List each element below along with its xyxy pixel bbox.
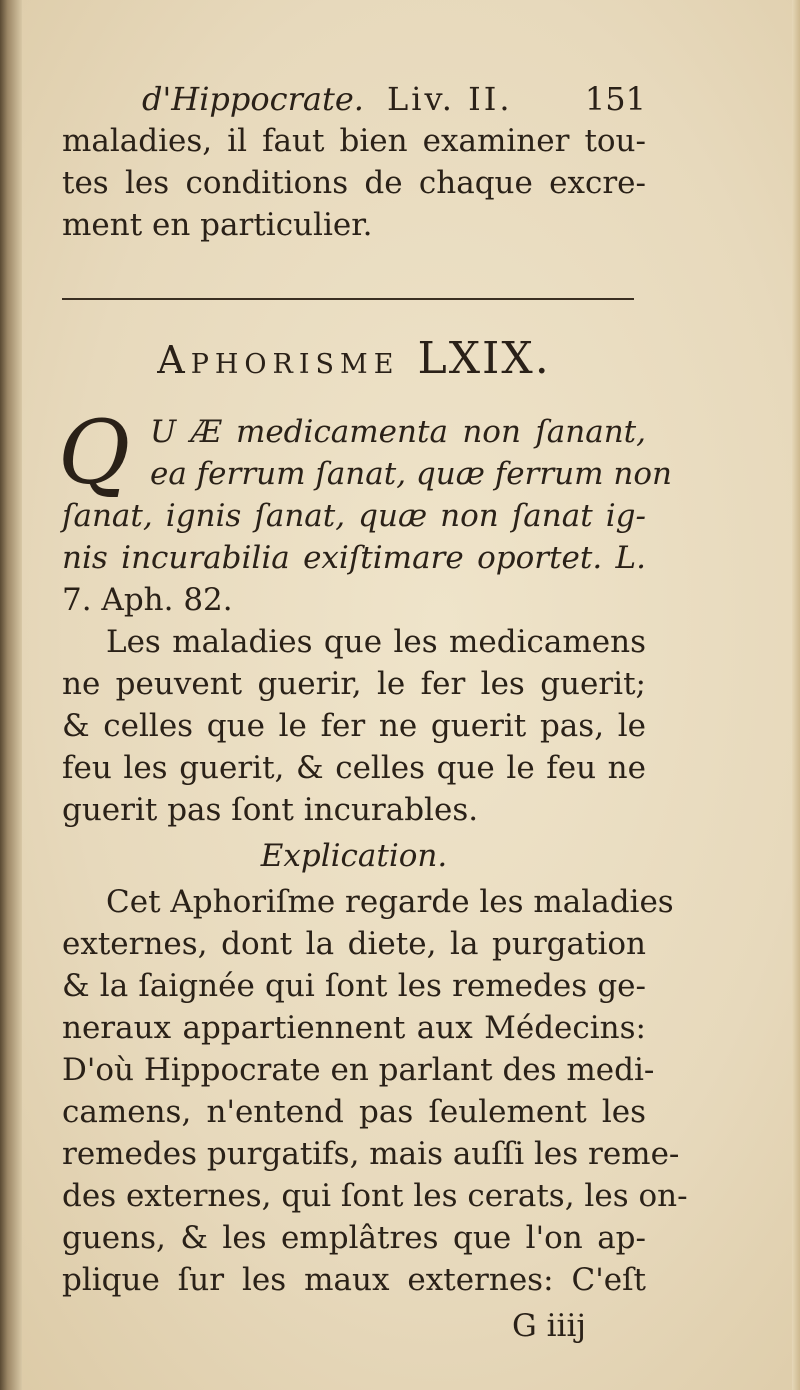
translation-line: Les maladies que les medicamens	[106, 624, 646, 660]
explication-line: guens, & les emplâtres que l'on ap-	[62, 1220, 646, 1256]
section-rule	[62, 298, 634, 300]
page-header	[62, 70, 646, 120]
latin-line: nis incurabilia exiſtimare oportet. L.	[62, 540, 646, 576]
page-number: 151	[584, 80, 646, 118]
explication-line: plique ſur les maux externes: C'eſt	[62, 1262, 646, 1298]
latin-line-text: U Æ medicamenta non ſanant,	[150, 414, 646, 450]
intro-line: maladies, il faut bien examiner tou-	[62, 123, 646, 159]
latin-line: 7. Aph. 82.	[62, 582, 233, 618]
latin-line: ſanat, ignis ſanat, quæ non ſanat ig-	[62, 498, 646, 534]
explication-line: & la ſaignée qui ſont les remedes ge-	[62, 968, 646, 1004]
aphorism-number: LXIX.	[417, 333, 551, 384]
latin-text	[58, 401, 672, 621]
explication-line: D'où Hippocrate en parlant des medi-	[62, 1052, 655, 1088]
intro-line: ment en particulier.	[62, 207, 373, 243]
explication-line: des externes, qui ſont les cerats, les on-	[62, 1178, 688, 1214]
drop-cap: Q	[58, 401, 131, 504]
translation-line: & celles que le fer ne guerit pas, le	[62, 708, 646, 744]
translation-line: guerit pas ſont incurables.	[62, 792, 479, 828]
aphorism-title	[62, 333, 646, 384]
book-number: Liv. II.	[387, 80, 513, 118]
translation-line: ne peuvent guerir, le fer les guerit;	[62, 666, 646, 702]
signature-mark: G iiij	[512, 1308, 586, 1344]
aphorism-label: Aphorisme	[157, 338, 400, 382]
explication-line: remedes purgatifs, mais auſſi les reme-	[62, 1136, 680, 1172]
translation-line: feu les guerit, & celles que le feu ne	[62, 750, 646, 786]
explication	[62, 881, 688, 1301]
latin-line: ea ferrum ſanat, quæ ferrum non	[150, 456, 672, 492]
page-edge	[792, 0, 800, 1390]
explication-line: Cet Aphoriſme regarde les maladies	[106, 884, 674, 920]
page-gutter	[0, 0, 22, 1390]
explication-line: externes, dont la diete, la purgation	[62, 926, 646, 962]
intro-line: tes les conditions de chaque excre-	[62, 165, 646, 201]
page-text	[58, 70, 688, 1347]
explication-line: camens, n'entend pas ſeulement les	[62, 1094, 646, 1130]
running-head: d'Hippocrate.	[142, 80, 364, 118]
explication-line: neraux appartiennent aux Médecins:	[62, 1010, 646, 1046]
translation	[62, 621, 646, 831]
explication-heading: Explication.	[260, 838, 448, 874]
